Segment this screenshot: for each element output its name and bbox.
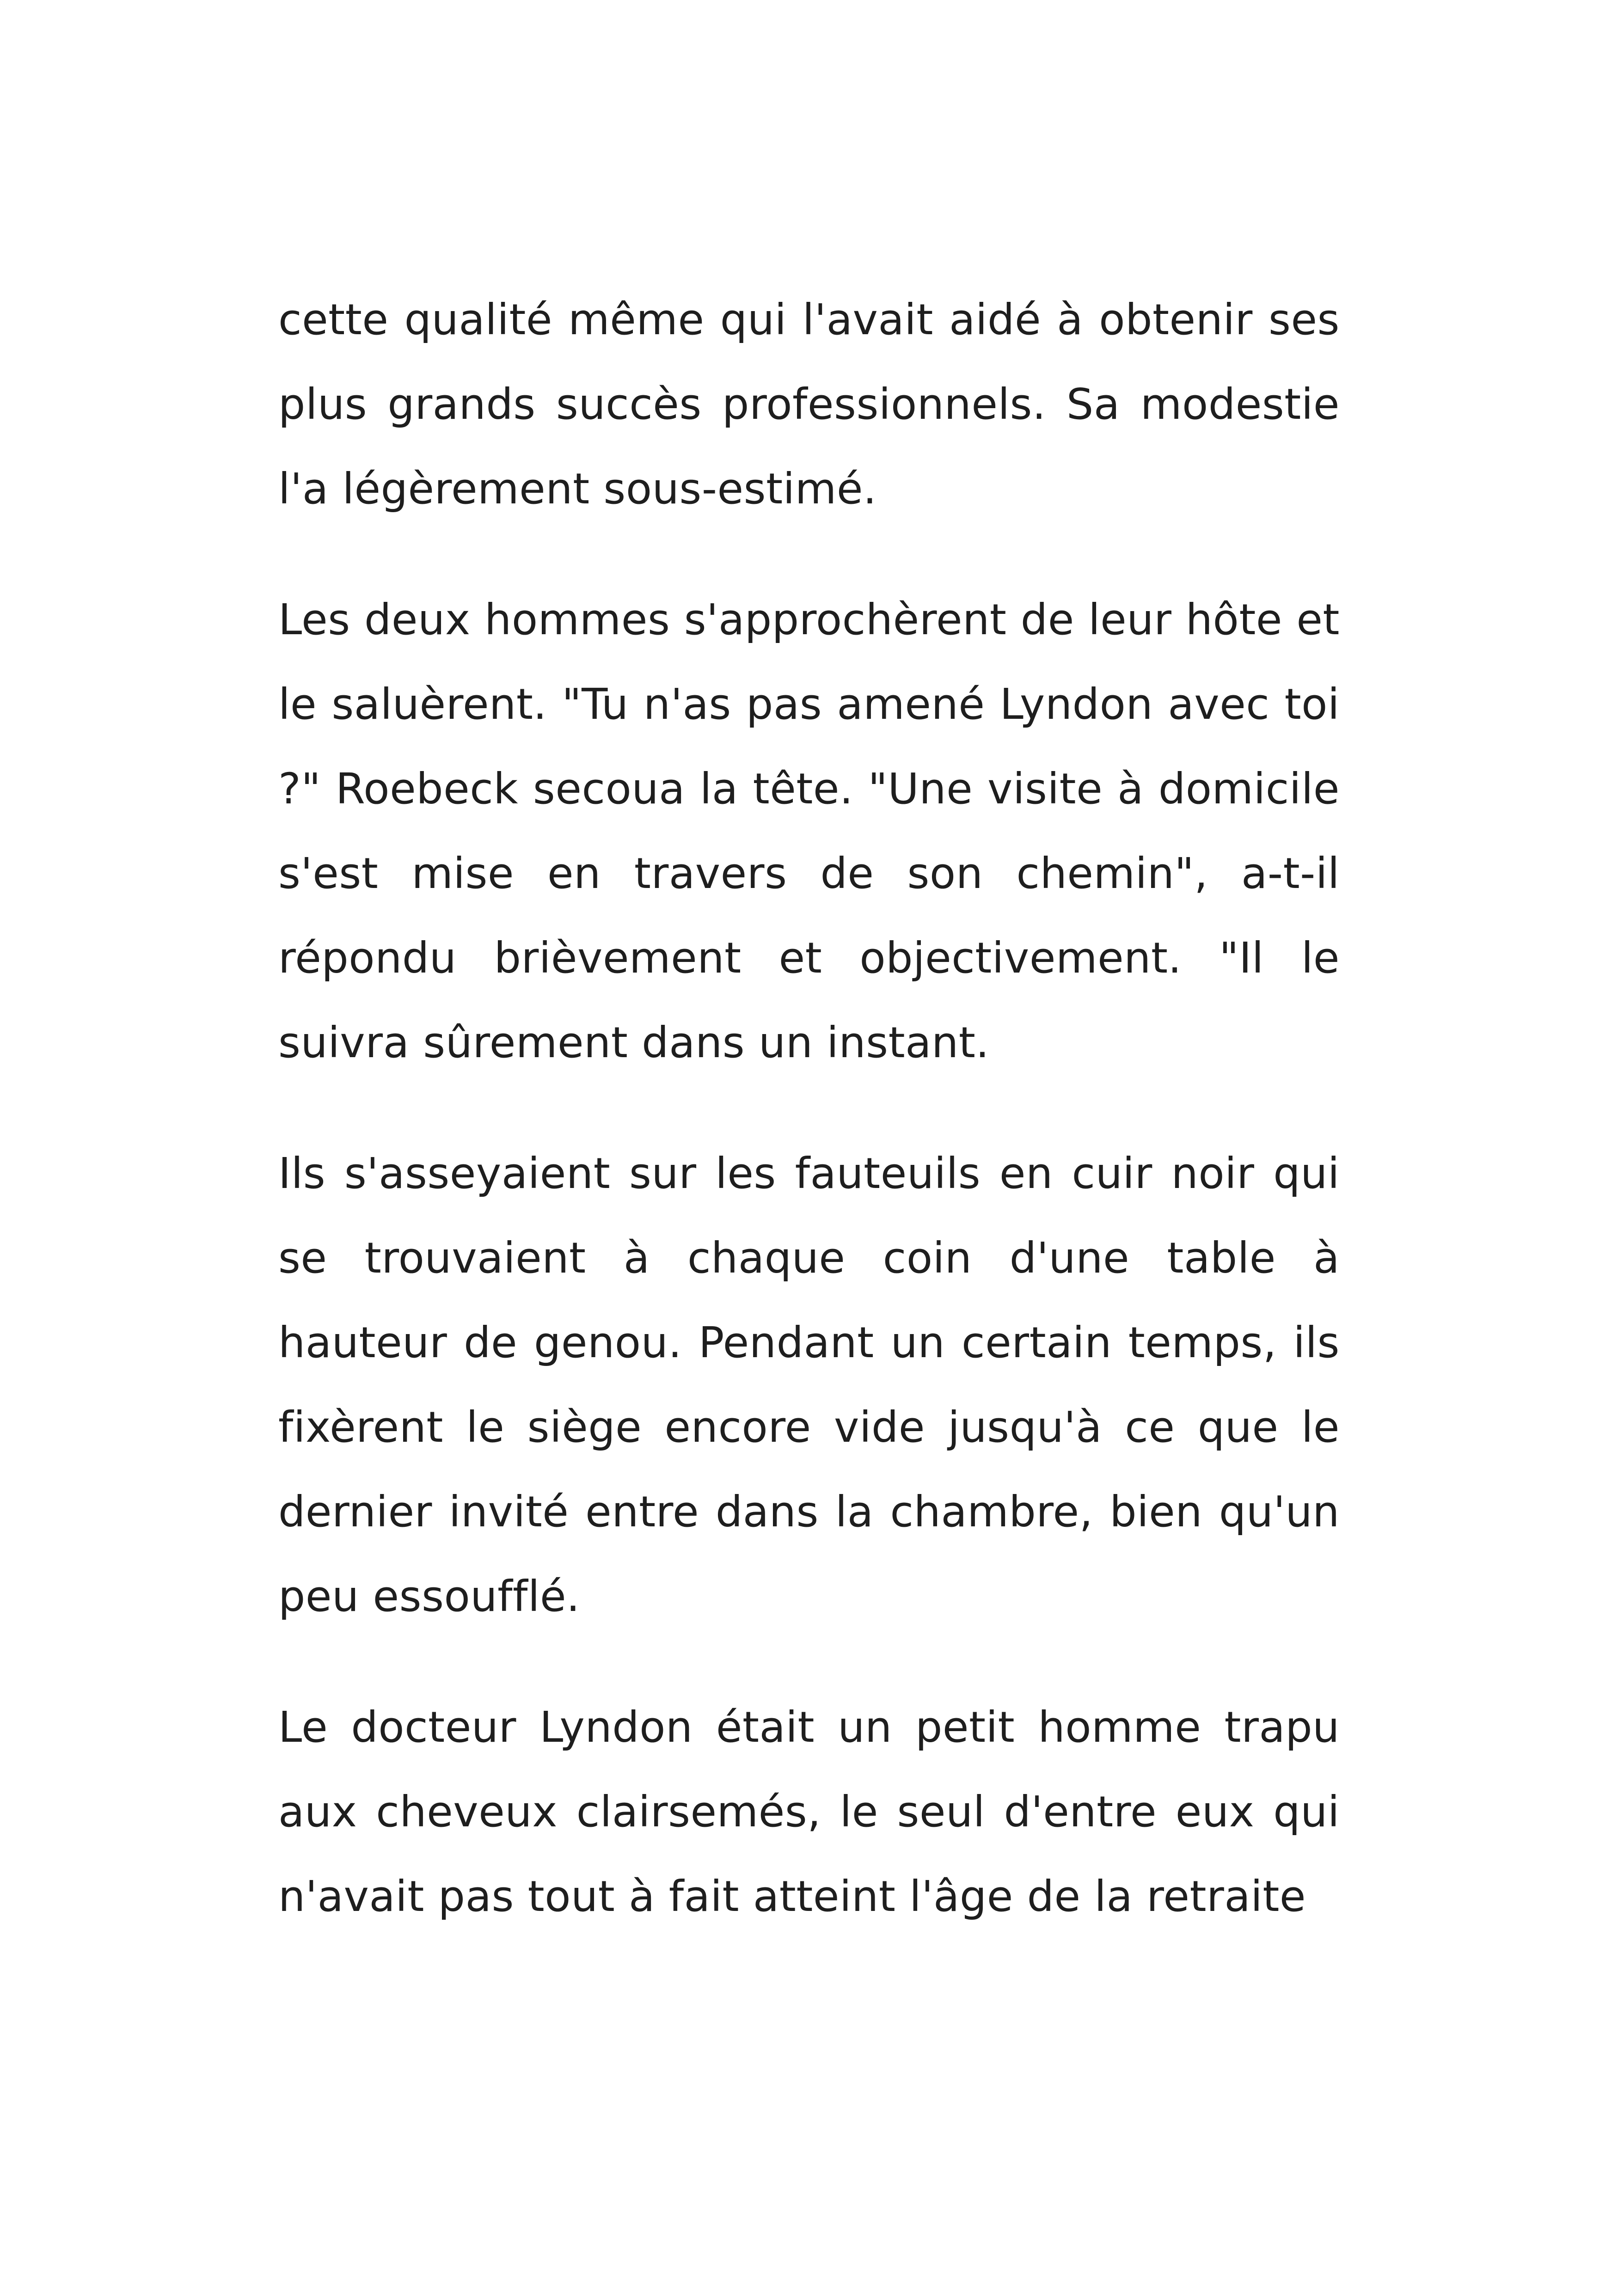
paragraph-2: Les deux hommes s'approchèrent de leur hôte et le saluèrent. "Tu n'as pas amené Lyndon avec toi ?" Roebeck secoua la tête. "Une visite à domicile s'est mise en travers de son chemin", a-t-il répondu brièvement et objectivement. "Il le suivra sûrement dans un instant. xyxy=(278,595,1340,1067)
paragraph-4: Le docteur Lyndon était un petit homme trapu aux cheveux clairsemés, le seul d'entre eux qui n'avait pas tout à fait atteint l'âge de la retraite xyxy=(278,1702,1340,1921)
paragraph-1: cette qualité même qui l'avait aidé à obtenir ses plus grands succès professionnels. Sa modestie l'a légèrement sous-estimé. xyxy=(278,295,1340,514)
page-body xyxy=(278,277,1340,1985)
paragraph-3: Ils s'asseyaient sur les fauteuils en cuir noir qui se trouvaient à chaque coin d'une table à hauteur de genou. Pendant un certain temps, ils fixèrent le siège encore vide jusqu'à ce que le dernier invité entre dans la chambre, bien qu'un peu essoufflé. xyxy=(278,1149,1340,1621)
